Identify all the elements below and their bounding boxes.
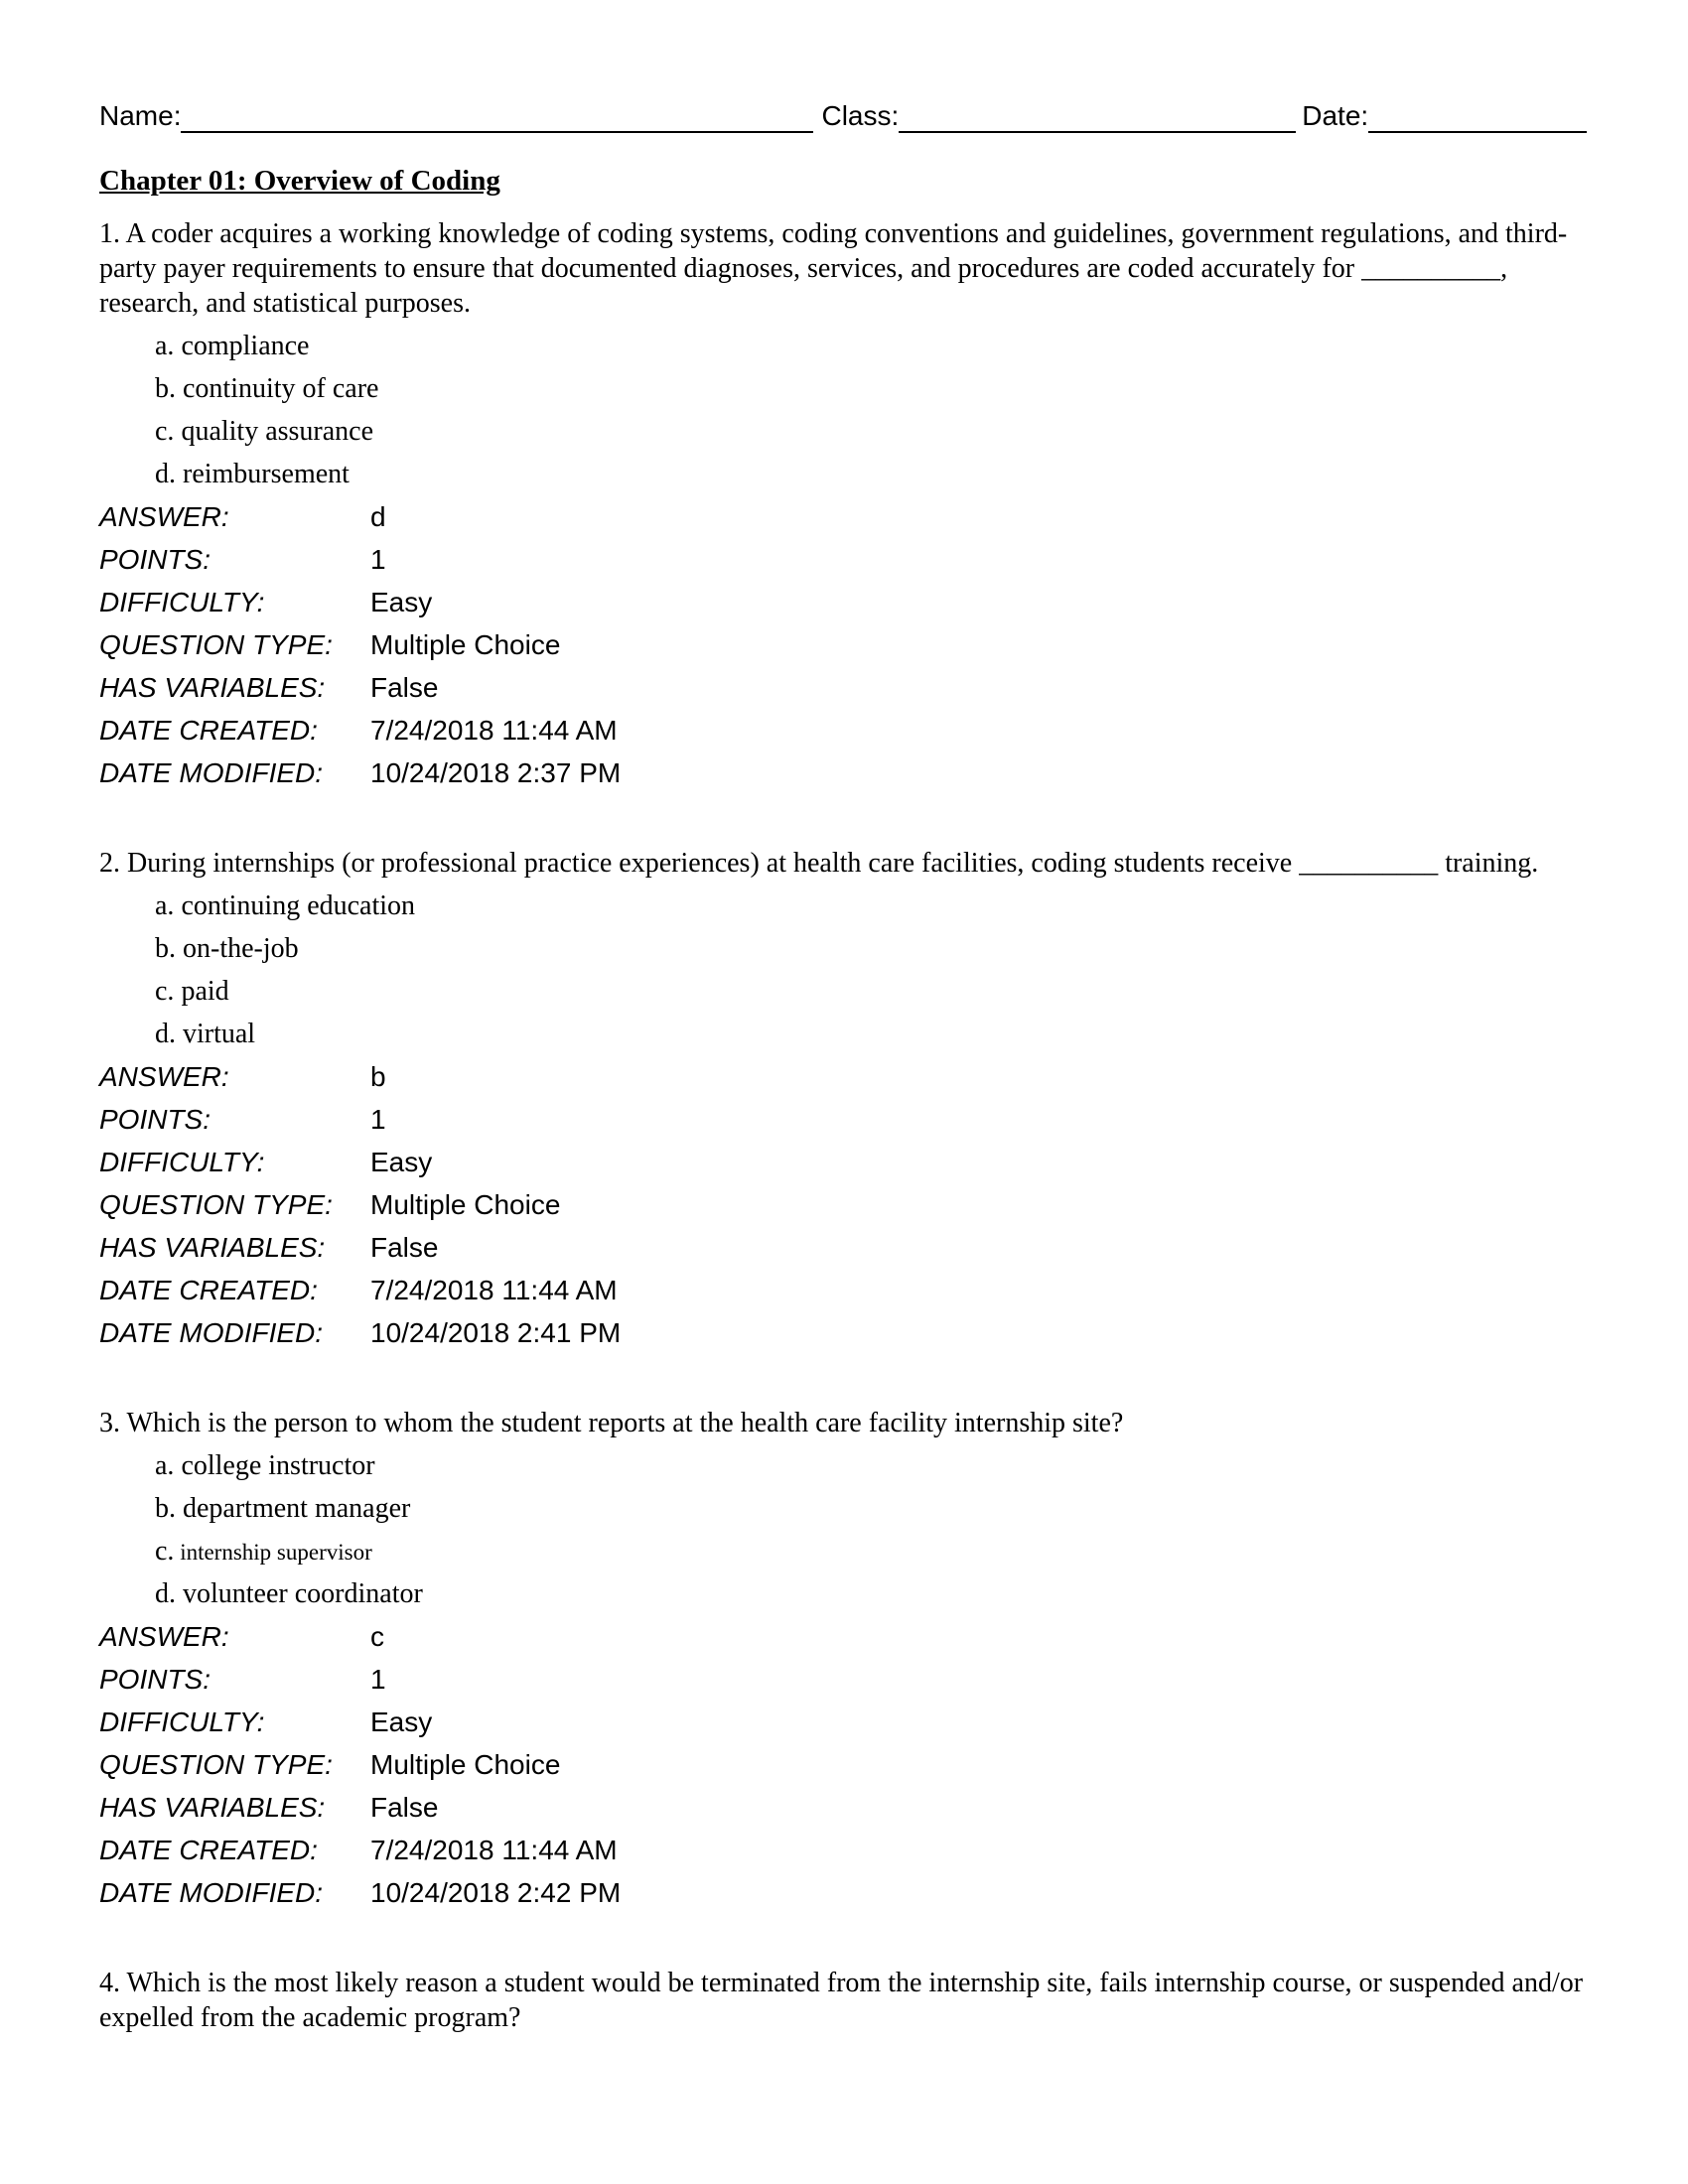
question-4: [99, 1966, 1589, 2035]
worksheet-page: [99, 99, 1589, 2035]
date-blank[interactable]: [1368, 103, 1587, 133]
difficulty-row: DIFFICULTY: Easy: [99, 1706, 433, 1737]
question-metadata: [99, 499, 1589, 790]
date-label: Date:: [1302, 100, 1369, 131]
date-modified-row: DATE MODIFIED: 10/24/2018 2:41 PM: [99, 1317, 622, 1348]
date-modified-row: DATE MODIFIED: 10/24/2018 2:37 PM: [99, 757, 622, 788]
question-metadata: [99, 1059, 1589, 1350]
name-label: Name:: [99, 100, 182, 131]
difficulty-row: DIFFICULTY: Easy: [99, 587, 433, 617]
question-type-row: QUESTION TYPE: Multiple Choice: [99, 1749, 561, 1780]
answer-row: ANSWER: c: [99, 1621, 384, 1652]
points-row: POINTS: 1: [99, 544, 386, 575]
answer-row: ANSWER: b: [99, 1061, 386, 1092]
date-created-row: DATE CREATED: 7/24/2018 11:44 AM: [99, 1835, 618, 1865]
date-created-row: DATE CREATED: 7/24/2018 11:44 AM: [99, 1275, 618, 1305]
answer-value: d: [370, 501, 386, 532]
option-b: b. on-the-job: [155, 933, 299, 964]
option-list: [99, 329, 1589, 491]
points-row: POINTS: 1: [99, 1664, 386, 1695]
question-type-row: QUESTION TYPE: Multiple Choice: [99, 1189, 561, 1220]
option-list: [99, 1448, 1589, 1611]
question-type-row: QUESTION TYPE: Multiple Choice: [99, 629, 561, 660]
question-1: [99, 216, 1589, 790]
option-c: c. quality assurance: [155, 416, 374, 447]
option-b: b. continuity of care: [155, 373, 379, 404]
has-variables-row: HAS VARIABLES: False: [99, 672, 439, 703]
has-variables-row: HAS VARIABLES: False: [99, 1232, 439, 1263]
option-d: d. volunteer coordinator: [155, 1578, 423, 1609]
option-a: a. college instructor: [155, 1450, 375, 1481]
class-label: Class:: [821, 100, 900, 131]
option-a: a. continuing education: [155, 890, 416, 921]
name-blank[interactable]: [181, 103, 813, 133]
option-d: d. reimbursement: [155, 459, 350, 489]
question-2: [99, 846, 1589, 1350]
has-variables-row: HAS VARIABLES: False: [99, 1792, 439, 1823]
option-b: b. department manager: [155, 1493, 411, 1524]
class-blank[interactable]: [899, 103, 1296, 133]
question-text: 2. During internships (or professional practice experiences) at health care facilities, coding students receive __________ training.: [99, 848, 1539, 879]
answer-row: ANSWER: d: [99, 501, 386, 532]
answer-value: b: [370, 1061, 386, 1092]
date-modified-row: DATE MODIFIED: 10/24/2018 2:42 PM: [99, 1877, 622, 1908]
question-text: 4. Which is the most likely reason a student would be terminated from the internship site, fails internship course, or suspended and/or expelled from the academic program?: [99, 1968, 1584, 2033]
points-row: POINTS: 1: [99, 1104, 386, 1135]
answer-value: c: [370, 1621, 384, 1652]
question-3: [99, 1406, 1589, 1910]
chapter-title: Chapter 01: Overview of Coding: [99, 165, 500, 197]
date-created-row: DATE CREATED: 7/24/2018 11:44 AM: [99, 715, 618, 746]
difficulty-row: DIFFICULTY: Easy: [99, 1147, 433, 1177]
option-list: [99, 888, 1589, 1051]
option-d: d. virtual: [155, 1019, 256, 1049]
option-c: c. internship supervisor: [155, 1536, 372, 1567]
header-line: [99, 99, 1589, 133]
question-text: 3. Which is the person to whom the student reports at the health care facility internship site?: [99, 1408, 1124, 1438]
option-c: c. paid: [155, 976, 229, 1007]
option-a: a. compliance: [155, 331, 310, 361]
question-text: 1. A coder acquires a working knowledge of coding systems, coding conventions and guidelines, government regulations, and third-party payer requirements to ensure that documented diagnoses, services, and procedures are coded accurately for __________, research, and statistical purposes.: [99, 218, 1568, 319]
question-metadata: [99, 1619, 1589, 1910]
